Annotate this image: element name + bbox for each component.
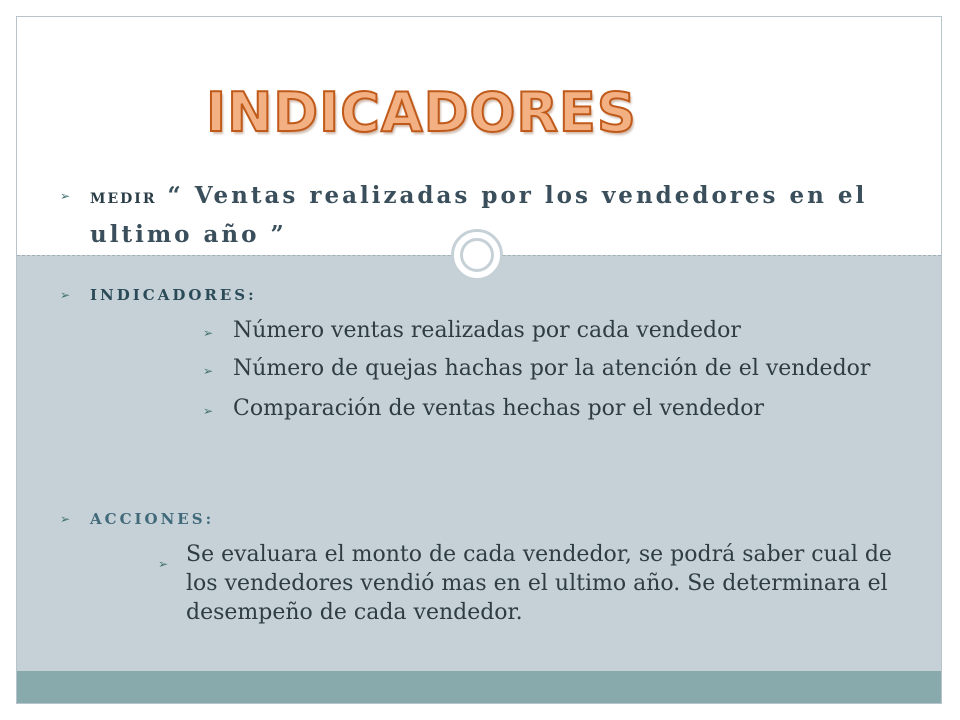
- indicadores-heading: INDICADORES:: [90, 286, 257, 304]
- acciones-heading: ACCIONES:: [90, 510, 215, 528]
- arrow-bullet-icon: ➢: [60, 288, 71, 302]
- indicador-item-text: Comparación de ventas hechas por el vendedor: [233, 396, 765, 421]
- arrow-bullet-icon: ➢: [158, 557, 169, 571]
- arrow-bullet-icon: ➢: [60, 512, 71, 526]
- medir-label: MEDIR: [90, 191, 157, 207]
- indicador-item-text: Número de quejas hachas por la atención de el vendedor: [233, 356, 871, 381]
- acciones-text: Se evaluara el monto de cada vendedor, se podrá saber cual de los vendedores vendió mas en el ultimo año. Se determinara el desempeño de cada vendedor.: [186, 542, 892, 625]
- arrow-bullet-icon: ➢: [203, 404, 214, 418]
- arrow-bullet-icon: ➢: [60, 189, 71, 203]
- medir-quote: “ Ventas realizadas por los vendedores en el ultimo año ”: [90, 182, 868, 248]
- acciones-item: [158, 540, 928, 627]
- indicador-item-text: Número ventas realizadas por cada vendedor: [233, 318, 741, 343]
- slide-title: INDICADORES: [206, 81, 637, 144]
- arrow-bullet-icon: ➢: [203, 364, 214, 378]
- medir-text: [90, 178, 910, 252]
- arrow-bullet-icon: ➢: [203, 326, 214, 340]
